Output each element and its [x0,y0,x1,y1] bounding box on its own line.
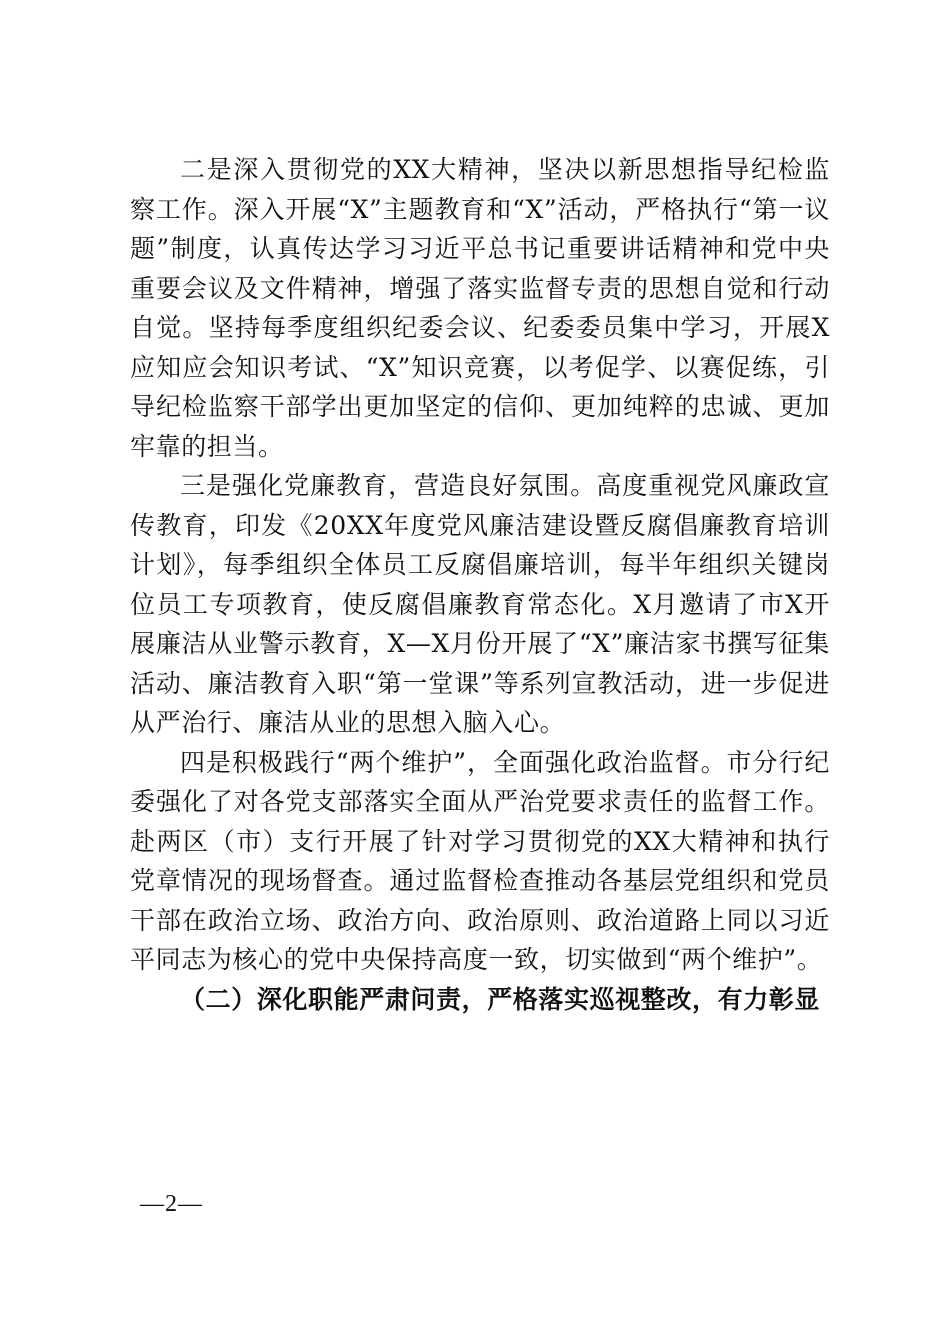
paragraph-integrity-education: 三是强化党廉教育，营造良好氛围。高度重视党风廉政宣传教育，印发《20XX年度党风廉洁建设暨反腐倡廉教育培训计划》，每季组织全体员工反腐倡廉培训，每半年组织关键岗位员工专项教育，使反腐倡廉教育常态化。X月邀请了市X开展廉洁从业警示教育，X—X月份开展了“X”廉洁家书撰写征集活动、廉洁教育入职“第一堂课”等系列宣教活动，进一步促进从严治行、廉洁从业的思想入脑入心。 [130,471,830,737]
paragraph-political-supervision: 四是积极践行“两个维护”，全面强化政治监督。市分行纪委强化了对各党支部落实全面从严治党要求责任的监督工作。赴两区（市）支行开展了针对学习贯彻党的XX大精神和执行党章情况的现场督查。通过监督检查推动各基层党组织和党员干部在政治立场、政治方向、政治原则、政治道路上同以习近平同志为核心的党中央保持高度一致，切实做到“两个维护”。 [130,747,830,974]
document-body [130,150,830,1019]
paragraph-study-spirit: 二是深入贯彻党的XX大精神，坚决以新思想指导纪检监察工作。深入开展“X”主题教育和“X”活动，严格执行“第一议题”制度，认真传达学习习近平总书记重要讲话精神和党中央重要会议及文件精神，增强了落实监督专责的思想自觉和行动自觉。坚持每季度组织纪委会议、纪委委员集中学习，开展X应知应会知识考试、“X”知识竞赛，以考促学、以赛促练，引导纪检监察干部学出更加坚定的信仰、更加纯粹的忠诚、更加牢靠的担当。 [130,155,830,461]
page-number: —2— [140,1191,203,1217]
section-heading: （二）深化职能严肃问责，严格落实巡视整改，有力彰显 [180,984,821,1014]
